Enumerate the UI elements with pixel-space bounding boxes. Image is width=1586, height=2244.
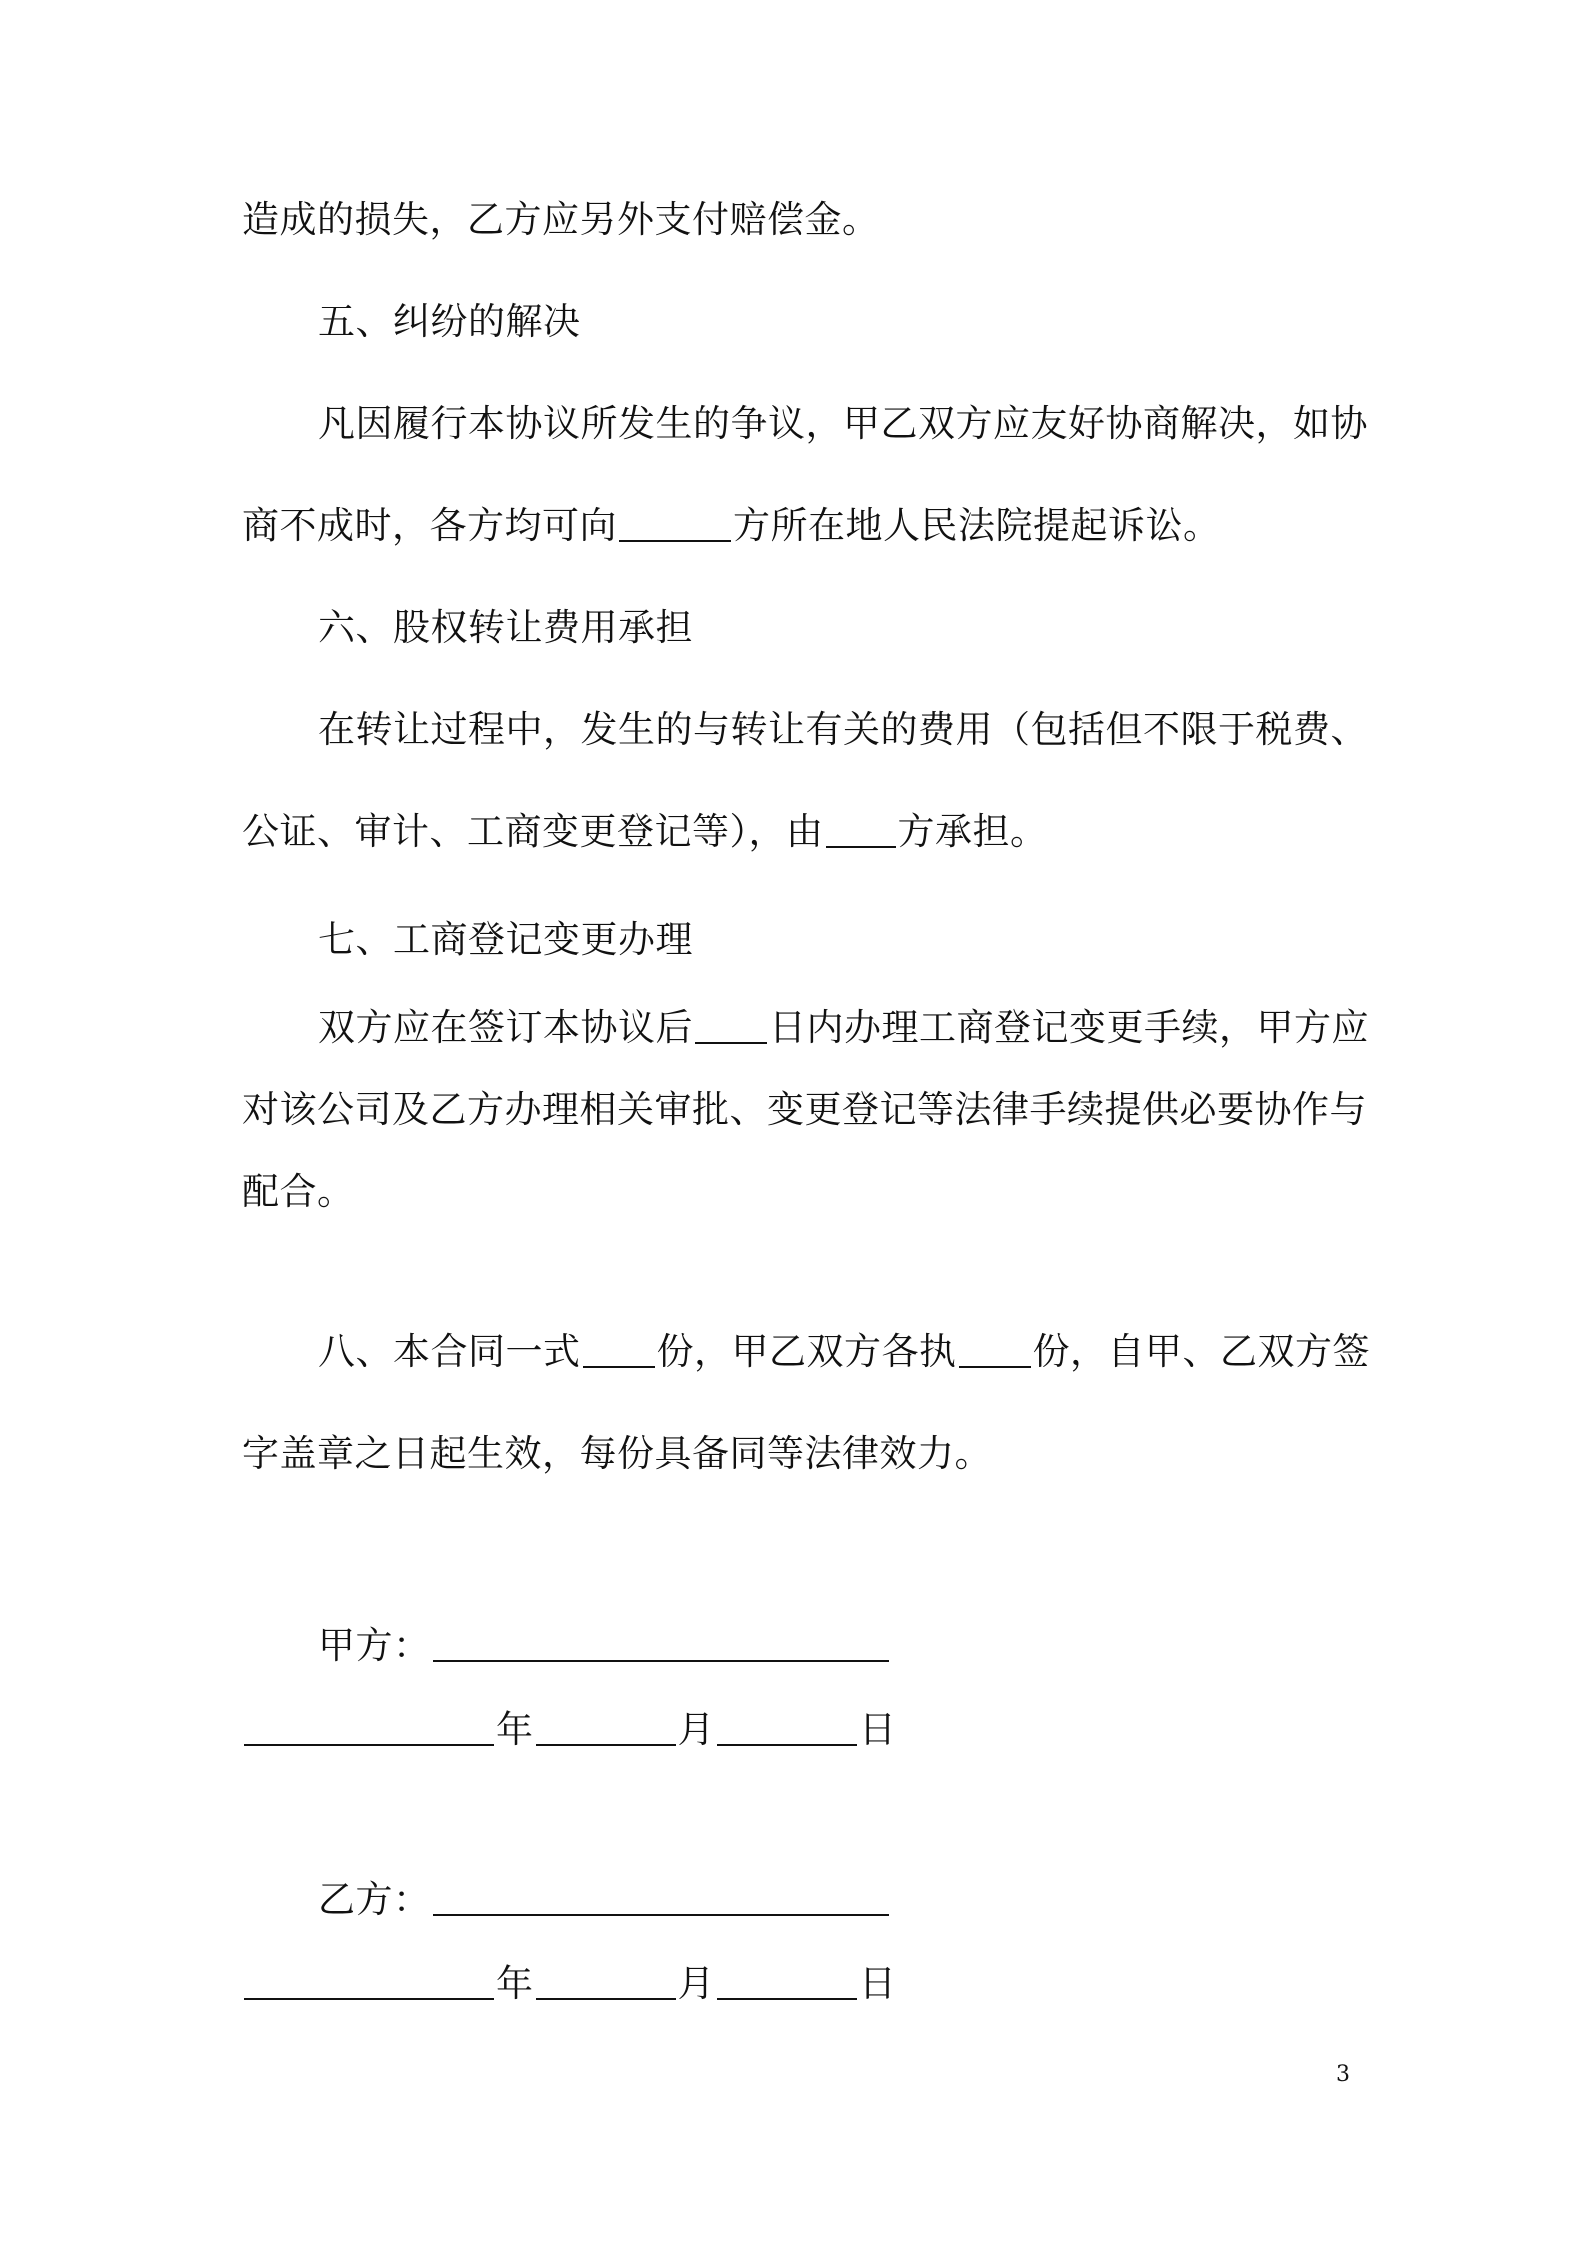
year-label: 年 [496,1708,534,1751]
paragraph-line: 凡因履行本协议所发生的争议，甲乙双方应友好协商解决，如协 [318,402,1368,445]
fill-in-blank[interactable] [583,1336,655,1368]
text-fragment: 方承担。 [897,810,1048,853]
paragraph-line [242,1328,1438,1376]
party-a-label: 甲方： [318,1624,431,1667]
text-fragment: 八、本合同一式 [318,1330,581,1373]
paragraph-line: 字盖章之日起生效，每份具备同等法律效力。 [242,1432,992,1475]
month-blank[interactable] [536,1968,676,2000]
section-heading-6: 六、股权转让费用承担 [318,606,693,649]
paragraph-line: 对该公司及乙方办理相关审批、变更登记等法律手续提供必要协作与 [242,1088,1367,1131]
day-blank[interactable] [717,1714,857,1746]
signature-line-party-b [242,1876,1438,1924]
paragraph-line: 配合。 [242,1170,355,1213]
text-fragment: 公证、审计、工商变更登记等），由 [242,810,824,853]
text-fragment: 双方应在签订本协议后 [318,1006,693,1049]
date-line-party-a [242,1706,1362,1754]
text-fragment: 日内办理工商登记变更手续，甲方应 [769,1006,1369,1049]
paragraph-line [242,808,1362,856]
year-blank[interactable] [244,1714,494,1746]
party-b-label: 乙方： [318,1878,431,1921]
day-label: 日 [859,1708,897,1751]
fill-in-blank[interactable] [695,1012,767,1044]
party-a-signature-blank[interactable] [433,1630,889,1662]
fill-in-blank[interactable] [619,510,731,542]
year-blank[interactable] [244,1968,494,2000]
paragraph-line: 造成的损失，乙方应另外支付赔偿金。 [242,198,880,241]
month-blank[interactable] [536,1714,676,1746]
page-number: 3 [1336,2062,1350,2087]
text-fragment: 方所在地人民法院提起诉讼。 [733,504,1221,547]
section-heading-5: 五、纠纷的解决 [318,300,581,343]
day-blank[interactable] [717,1968,857,2000]
text-fragment: 份，甲乙双方各执 [656,1330,957,1373]
month-label: 月 [677,1708,715,1751]
text-fragment: 份，自甲、乙双方签 [1032,1330,1370,1373]
date-line-party-b [242,1960,1362,2008]
paragraph-line [242,1004,1438,1052]
section-heading-7: 七、工商登记变更办理 [318,918,693,961]
fill-in-blank[interactable] [959,1336,1031,1368]
month-label: 月 [677,1962,715,2005]
party-b-signature-blank[interactable] [433,1884,889,1916]
signature-line-party-a [242,1622,1438,1670]
paragraph-line [242,502,1362,550]
paragraph-line: 在转让过程中，发生的与转让有关的费用（包括但不限于税费、 [318,708,1368,751]
fill-in-blank[interactable] [826,816,896,848]
text-fragment: 商不成时，各方均可向 [242,504,617,547]
day-label: 日 [859,1962,897,2005]
year-label: 年 [496,1962,534,2005]
